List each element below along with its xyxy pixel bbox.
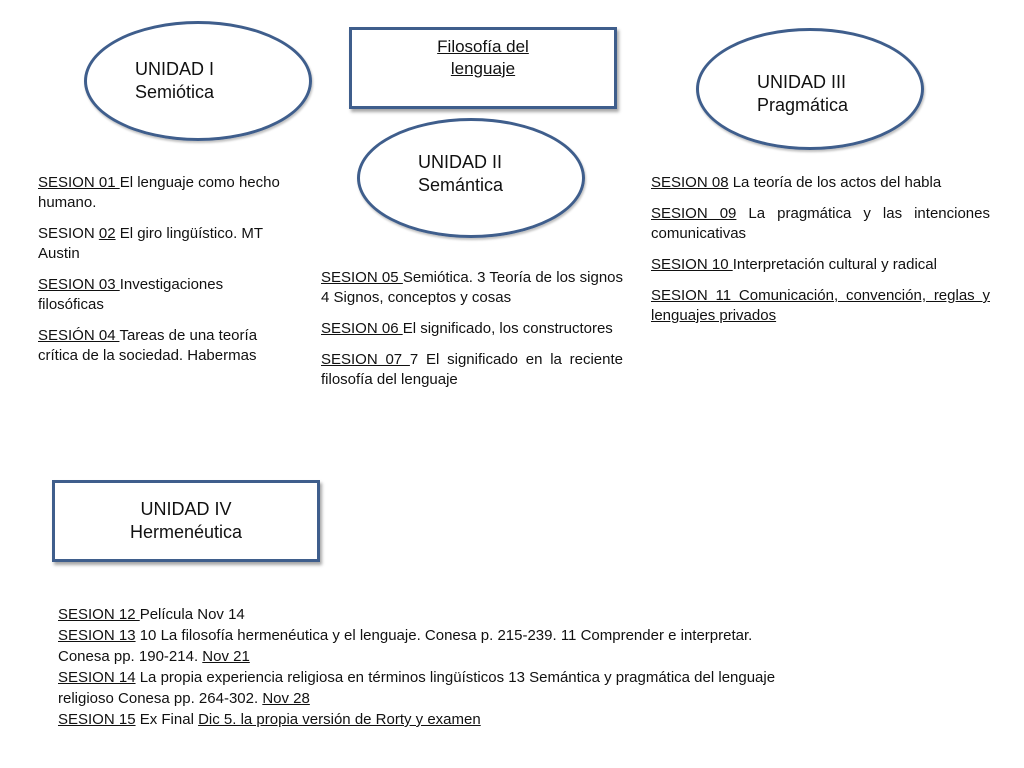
session-item: SESION 13 10 La filosofía hermenéutica y el lenguaje. Conesa p. 215-239. 11 Comprender e interpretar. Conesa pp. 190-214. Nov 21 bbox=[58, 627, 753, 665]
unit-2-label: UNIDAD II Semántica bbox=[418, 152, 504, 195]
session-item: SESION 02 El giro lingüístico. MT Austin bbox=[38, 225, 263, 262]
unit-2-oval bbox=[357, 118, 585, 238]
unit-4-box bbox=[52, 480, 320, 562]
unit-3-sessions bbox=[651, 173, 990, 337]
session-item: SESION 09 La pragmática y las intenciones comunicativas bbox=[651, 205, 990, 242]
session-item: SESION 08 La teoría de los actos del habla bbox=[651, 174, 942, 191]
session-item: SESION 15 Ex Final Dic 5. la propia versión de Rorty y examen bbox=[58, 711, 481, 728]
session-item: SESION 05 Semiótica. 3 Teoría de los signos 4 Signos, conceptos y cosas bbox=[321, 269, 624, 306]
unit-1-oval bbox=[84, 21, 312, 141]
unit-4-sessions bbox=[58, 604, 788, 730]
session-item: SESION 01 El lenguaje como hecho humano. bbox=[38, 174, 280, 211]
session-item: SESION 14 La propia experiencia religiosa en términos lingüísticos 13 Semántica y pragmática del lenguaje religioso Conesa pp. 264-302. Nov 28 bbox=[58, 669, 776, 707]
title-box bbox=[349, 27, 617, 109]
session-item: SESIÓN 04 Tareas de una teoría crítica de la sociedad. Habermas bbox=[38, 327, 258, 364]
title-text: Filosofía del lenguaje bbox=[437, 37, 529, 78]
session-item: SESION 03 Investigaciones filosóficas bbox=[38, 276, 224, 313]
session-item: SESION 11 Comunicación, convención, reglas y lenguajes privados bbox=[651, 287, 990, 324]
unit-3-label: UNIDAD III Pragmática bbox=[757, 72, 849, 115]
unit-1-label: UNIDAD I Semiótica bbox=[135, 59, 215, 102]
session-item: SESION 10 Interpretación cultural y radical bbox=[651, 256, 937, 273]
unit-2-sessions bbox=[321, 268, 623, 401]
unit-1-sessions bbox=[38, 173, 288, 377]
session-item: SESION 12 Película Nov 14 bbox=[58, 606, 245, 623]
session-item: SESION 07 7 El significado en la reciente filosofía del lenguaje bbox=[321, 351, 624, 388]
unit-4-label: UNIDAD IV Hermenéutica bbox=[129, 499, 243, 542]
session-item: SESION 06 El significado, los constructores bbox=[321, 320, 613, 337]
unit-3-oval bbox=[696, 28, 924, 150]
